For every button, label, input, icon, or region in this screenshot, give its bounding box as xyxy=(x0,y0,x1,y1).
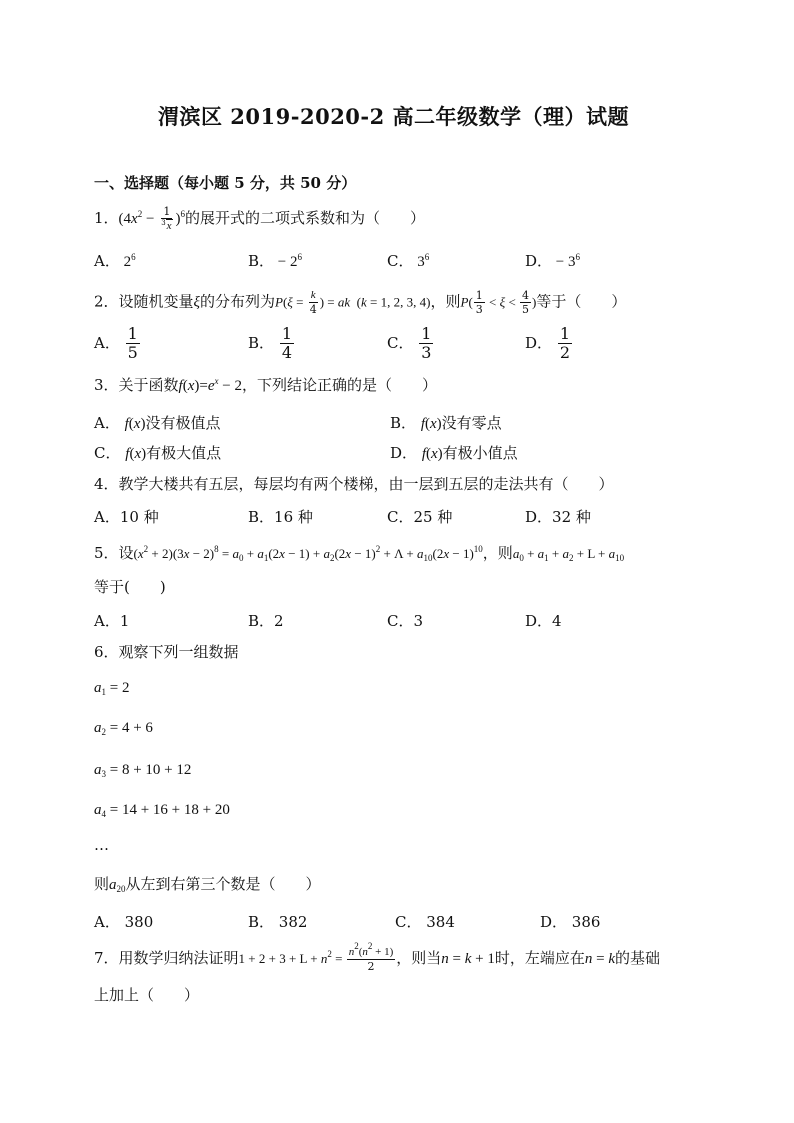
question-5: 5．设$(x^2 + 2)(3x - 2)^8 = a_0 + a_1(2x - 1) + a_2(2x - 1)^2 + \Lambda + a_{10}(2x - 1)^{10}$，则$a_0 + a_1 + a_2 + L + a_{10}$ xyxy=(94,544,625,563)
option-b: B． $\frac{1}{4}$ xyxy=(248,324,292,362)
question-3: 3．关于函数$f(x)=e^x - 2$，下列结论正确的是（ ） xyxy=(94,376,438,394)
question-number: 1． xyxy=(94,209,119,227)
page-title: 渭滨区 2019-2020-2 高二年级数学（理）试题 xyxy=(158,104,630,129)
section-heading: 一、选择题（每小题 5 分，共 50 分） xyxy=(94,174,357,192)
sequence-row-2: $a_2 = 4 + 6$ xyxy=(94,720,153,737)
question-6: 6．观察下列一组数据 xyxy=(94,643,239,661)
question-2: 2．设随机变量ξ的分布列为P(ξ = $\frac{k}{4}$ ) = ak (k = 1, 2, 3, 4)，则P( $\frac{1}{3}$ < ξ < $\frac{4}{5}$ )等于（ ） xyxy=(94,289,627,316)
question-4: 4．教学大楼共有五层，每层均有两个楼梯，由一层到五层的走法共有（ ） xyxy=(94,475,614,493)
question-text: 的展开式的二项式系数和为（ ） xyxy=(185,209,426,227)
option-b: B． − $2^6$ xyxy=(248,252,302,270)
question-7: 7．用数学归纳法证明$1 + 2 + 3 + L + n^2$ = $\frac{n^2(n^2 + 1)}{2}$ ，则当n = k + 1时，左端应在n = k的基础 xyxy=(94,941,661,973)
sequence-row-3: $a_3 = 8 + 10 + 12$ xyxy=(94,762,192,779)
option-d: D． − $3^6$ xyxy=(525,252,580,270)
option-c: C． f(x)有极大值点 xyxy=(94,444,222,462)
option-b: B． f(x)没有零点 xyxy=(390,414,502,432)
option-a: A．10 种 xyxy=(94,508,159,526)
question-1: 1．($4x^2$ − $\frac{1}{^3x}$ )$^6$的展开式的二项式系数和为（ ） xyxy=(94,205,426,232)
option-b: B． 382 xyxy=(248,913,308,931)
sequence-row-1: $a_1 = 2$ xyxy=(94,680,130,697)
question-7-continued: 上加上（ ） xyxy=(94,986,200,1004)
option-d: D． f(x)有极小值点 xyxy=(390,444,518,462)
sequence-row-4: $a_4 = 14 + 16 + 18 + 20$ xyxy=(94,802,230,819)
option-a: A． f(x)没有极值点 xyxy=(94,414,221,432)
option-c: C． $3^6$ xyxy=(387,252,430,270)
option-c: C． 384 xyxy=(395,913,455,931)
ellipsis: … xyxy=(94,836,109,854)
question-5-continued: 等于( ) xyxy=(94,578,166,596)
option-a: A．1 xyxy=(94,612,130,630)
option-a: A． 380 xyxy=(94,913,154,931)
option-d: D．4 xyxy=(525,612,562,630)
option-a: A． $\frac{1}{5}$ xyxy=(94,324,138,362)
option-d: D． 386 xyxy=(540,913,601,931)
option-d: D． $\frac{1}{2}$ xyxy=(525,324,570,362)
option-c: C．25 种 xyxy=(387,508,453,526)
option-c: C． $\frac{1}{3}$ xyxy=(387,324,432,362)
option-c: C．3 xyxy=(387,612,424,630)
option-b: B．16 种 xyxy=(248,508,313,526)
option-b: B．2 xyxy=(248,612,284,630)
option-a: A． $2^6$ xyxy=(94,252,136,270)
option-d: D．32 种 xyxy=(525,508,591,526)
question-6-ask: 则$a_{20}$从左到右第三个数是（ ） xyxy=(94,875,321,894)
